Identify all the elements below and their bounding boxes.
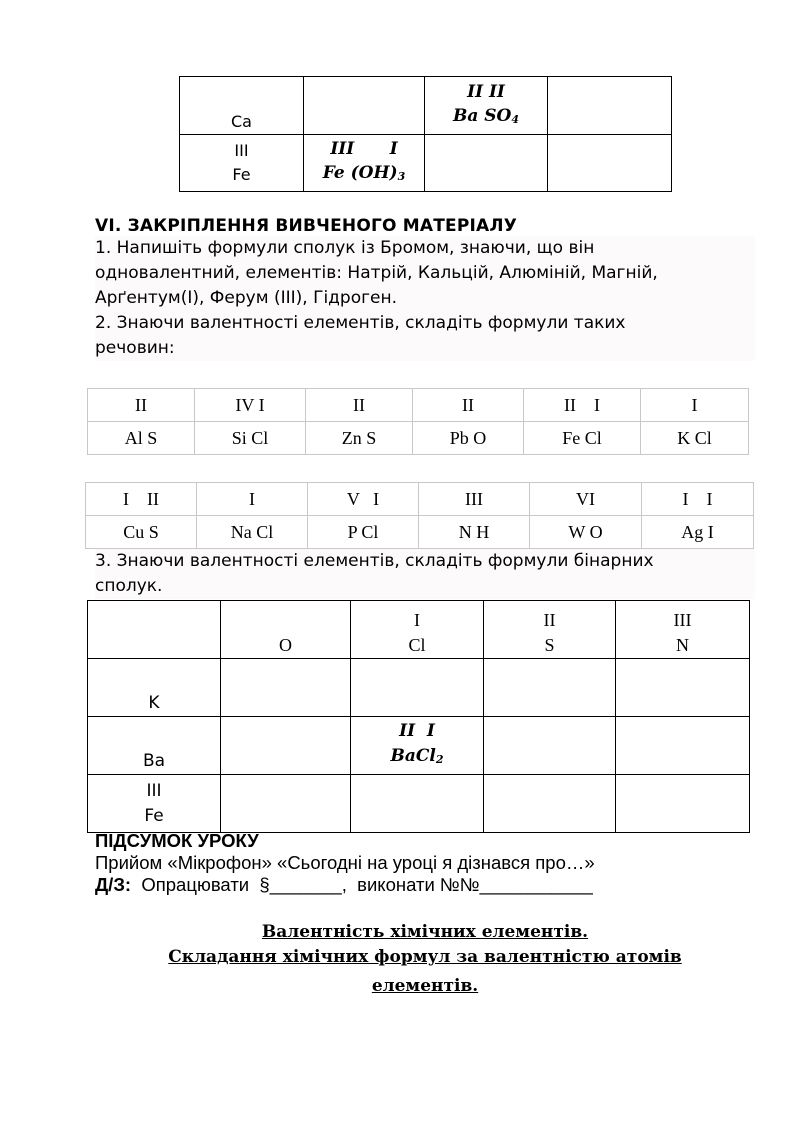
valence-table-2: [85, 482, 754, 549]
formula-cell: Cu S: [86, 516, 197, 549]
empty-cell: [616, 775, 750, 833]
cell-baso4: [425, 77, 548, 135]
header-cell-n: [616, 601, 750, 659]
formula-cell: Fe Cl: [524, 422, 641, 455]
homework-line: [95, 874, 595, 896]
empty-cell: [548, 135, 672, 192]
header-cell-o: O: [221, 601, 351, 659]
cell-bacl2: [351, 717, 484, 775]
formula-cell: Ag I: [642, 516, 754, 549]
formula-cell: Al S: [88, 422, 195, 455]
lesson-topic-title: [95, 920, 755, 999]
element-label: N: [676, 635, 689, 655]
valence-label: II: [543, 610, 556, 630]
tasks-1-2: [95, 236, 755, 361]
topic-line: Складання хімічних формул за валентністю атомів: [168, 947, 682, 967]
valence-cell: VI: [530, 483, 642, 516]
task1-line: 1. Напишіть формули сполук із Бромом, знаючи, що він: [95, 238, 595, 258]
valence-table-1: [87, 388, 749, 455]
empty-cell: [548, 77, 672, 135]
empty-cell: [351, 775, 484, 833]
header-cell-s: [484, 601, 616, 659]
summary-technique: Прийом «Мікрофон» «Сьогодні на уроці я дізнався про…»: [95, 852, 595, 873]
cell-ca: Ca: [180, 77, 304, 135]
empty-cell: [425, 135, 548, 192]
formula-cell: W O: [530, 516, 642, 549]
valence-cell: III: [419, 483, 530, 516]
homework-label: Д/З:: [95, 874, 132, 895]
task2-line: 2. Знаючи валентності елементів, складіть формули таких: [95, 313, 626, 333]
cell-feoh3: [304, 135, 425, 192]
formula-label: BaCl$_2$: [390, 746, 444, 766]
empty-cell: [616, 717, 750, 775]
binary-compounds-table: [87, 600, 750, 833]
formula-cell: K Cl: [641, 422, 749, 455]
valence-label: III: [234, 141, 249, 160]
formula-cell: N H: [419, 516, 530, 549]
valence-cell: II: [88, 389, 195, 422]
task1-line: одновалентний, елементів: Натрій, Кальцій, Алюміній, Магній,: [95, 263, 658, 283]
formula-label: Ba $SO_4$: [452, 105, 520, 126]
summary-title: ПІДСУМОК УРОКУ: [95, 830, 259, 851]
task-3: [95, 549, 755, 599]
valence-cell: II: [306, 389, 413, 422]
valence-cell: I II: [86, 483, 197, 516]
topic-line: Валентність хімічних елементів.: [261, 922, 589, 942]
valence-cell: II: [413, 389, 524, 422]
valence-cell: IV I: [195, 389, 306, 422]
task1-line: Арґентум(І), Ферум (ІІІ), Гідроген.: [95, 288, 398, 308]
element-label: Cl: [408, 635, 426, 655]
topic-line: елементів.: [371, 976, 479, 996]
row-label-fe: [88, 775, 221, 833]
cell-fe: [180, 135, 304, 192]
formula-label: Fe $(OH)_3$: [322, 163, 406, 183]
valence-label: I: [414, 610, 420, 630]
formula-cell: P Cl: [308, 516, 419, 549]
formula-cell: Zn S: [306, 422, 413, 455]
valence-cell: II I: [524, 389, 641, 422]
section-title: VI. ЗАКРІПЛЕННЯ ВИВЧЕНОГО МАТЕРІАЛУ: [95, 216, 518, 236]
empty-cell: [221, 717, 351, 775]
task3-line: сполук.: [95, 576, 163, 596]
element-label: Fe: [232, 165, 251, 184]
empty-cell: [484, 717, 616, 775]
valence-cell: I I: [642, 483, 754, 516]
formula-cell: Pb O: [413, 422, 524, 455]
corner-cell: [88, 601, 221, 659]
element-label: Fe: [144, 805, 164, 826]
row-label-ba: Ba: [88, 717, 221, 775]
task3-line: 3. Знаючи валентності елементів, складіть формули бінарних: [95, 551, 654, 571]
homework-text: Опрацювати §_______, виконати №№___________: [131, 874, 593, 895]
formula-cell: Na Cl: [197, 516, 308, 549]
top-formula-table: [179, 76, 672, 192]
empty-cell: [221, 659, 351, 717]
header-cell-cl: [351, 601, 484, 659]
valence-label: II II: [467, 81, 505, 102]
task2-line: речовин:: [95, 338, 175, 358]
empty-cell: [484, 659, 616, 717]
valence-cell: I: [641, 389, 749, 422]
lesson-summary: [95, 830, 595, 896]
valence-cell: I: [197, 483, 308, 516]
valence-label: III: [673, 610, 692, 630]
formula-cell: Si Cl: [195, 422, 306, 455]
valence-label: II I: [399, 721, 435, 741]
empty-cell: [484, 775, 616, 833]
valence-label: III: [146, 780, 162, 801]
valence-cell: V I: [308, 483, 419, 516]
empty-cell: [304, 77, 425, 135]
empty-cell: [351, 659, 484, 717]
row-label-k: K: [88, 659, 221, 717]
element-label: S: [544, 635, 555, 655]
empty-cell: [616, 659, 750, 717]
empty-cell: [221, 775, 351, 833]
valence-label: III I: [330, 139, 398, 159]
